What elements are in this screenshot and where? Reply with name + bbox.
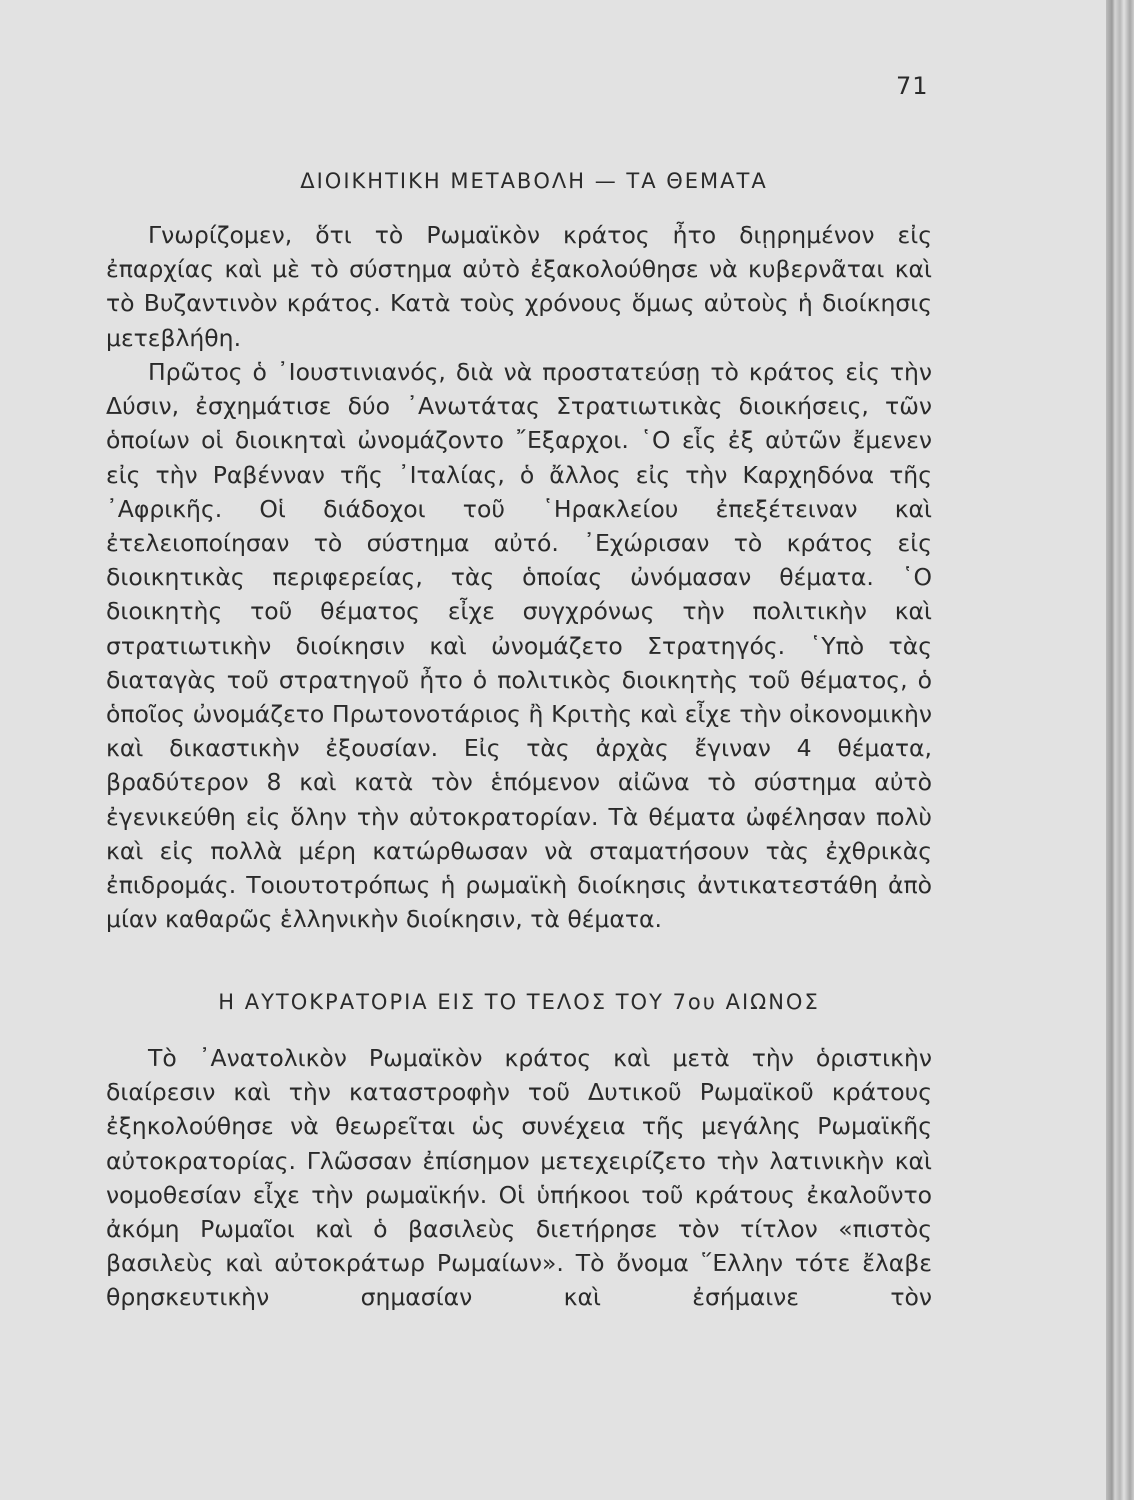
- paragraph-intro: Γνωρίζομεν, ὅτι τὸ Ρωμαϊκὸν κράτος ἦτο διῃρημένον εἰς ἐπαρχίας καὶ μὲ τὸ σύστημα αὐτὸ ἐξακολούθησε νὰ κυβερνᾶται καὶ τὸ Βυζαντινὸν κράτος. Κατὰ τοὺς χρόνους ὅμως αὐτοὺς ἡ διοίκησις μετεβλήθη.: [106, 221, 932, 352]
- paragraph-eastern-empire: Τὸ ᾽Ανατολικὸν Ρωμαϊκὸν κράτος καὶ μετὰ τὴν ὁριστικὴν διαίρεσιν καὶ τὴν καταστροφὴν τοῦ Δυτικοῦ Ρωμαϊκοῦ κράτους ἐξηκολούθησε νὰ θεωρεῖται ὡς συνέχεια τῆς μεγάλης Ρωμαϊκῆς αὐτοκρατορίας. Γλῶσσαν ἐπίσημον μετεχειρίζετο τὴν λατινικὴν καὶ νομοθεσίαν εἶχε τὴν ρωμαϊκήν. Οἱ ὑπήκοοι τοῦ κράτους ἐκαλοῦντο ἀκόμη Ρωμαῖοι καὶ ὁ βασιλεὺς διετήρησε τὸν τίτλον «πιστὸς βασιλεὺς καὶ αὐτοκράτωρ Ρωμαίων». Τὸ ὄνομα ῞Ελλην τότε ἔλαβε θρησκευτικὴν σημασίαν καὶ ἐσήμαινε τὸν: [106, 1044, 932, 1312]
- page-number: 71: [896, 72, 929, 100]
- paragraph-themes: Πρῶτος ὁ ᾽Ιουστινιανός, διὰ νὰ προστατεύσῃ τὸ κράτος εἰς τὴν Δύσιν, ἐσχημάτισε δύο ᾽Ανωτάτας Στρατιωτικὰς διοικήσεις, τῶν ὁποίων οἱ διοικηταὶ ὠνομάζοντο ῎Εξαρχοι. ῾Ο εἷς ἐξ αὐτῶν ἔμενεν εἰς τὴν Ραβένναν τῆς ᾽Ιταλίας, ὁ ἄλλος εἰς τὴν Καρχηδόνα τῆς ᾽Αφρικῆς. Οἱ διάδοχοι τοῦ ῾Ηρακλείου ἐπεξέτειναν καὶ ἐτελειοποίησαν τὸ σύστημα αὐτό. ᾽Εχώρισαν τὸ κράτος εἰς διοικητικὰς περιφερείας, τὰς ὁποίας ὠνόμασαν θέματα. ῾Ο διοικητὴς τοῦ θέματος εἶχε συγχρόνως τὴν πολιτικὴν καὶ στρατιωτικὴν διοίκησιν καὶ ὠνομάζετο Στρατηγός. ῾Υπὸ τὰς διαταγὰς τοῦ στρατηγοῦ ἦτο ὁ πολιτικὸς διοικητὴς τοῦ θέματος, ὁ ὁποῖος ὠνομάζετο Πρωτονοτάριος ἢ Κριτὴς καὶ εἶχε τὴν οἰκονομικὴν καὶ δικαστικὴν ἐξουσίαν. Εἰς τὰς ἀρχὰς ἔγιναν 4 θέματα, βραδύτερον 8 καὶ κατὰ τὸν ἑπόμενον αἰῶνα τὸ σύστημα αὐτὸ ἐγενικεύθη εἰς ὅλην τὴν αὐτοκρατορίαν. Τὰ θέματα ὠφέλησαν πολὺ καὶ εἰς πολλὰ μέρη κατώρθωσαν νὰ σταματήσουν τὰς ἐχθρικὰς ἐπιδρομάς. Τοιουτοτρόπως ἡ ρωμαϊκὴ διοίκησις ἀντικατεστάθη ἀπὸ μίαν καθαρῶς ἑλληνικὴν διοίκησιν, τὰ θέματα.: [106, 358, 932, 934]
- page-edge: [1106, 0, 1134, 1500]
- section-heading-empire-7th-century: Η ΑΥΤΟΚΡΑΤΟΡΙΑ ΕΙΣ ΤΟ ΤΕΛΟΣ ΤΟΥ 7ου ΑΙΩΝΟΣ: [218, 990, 820, 1014]
- section-heading-administrative-change: ΔΙΟΙΚΗΤΙΚΗ ΜΕΤΑΒΟΛΗ — ΤΑ ΘΕΜΑΤΑ: [300, 169, 768, 193]
